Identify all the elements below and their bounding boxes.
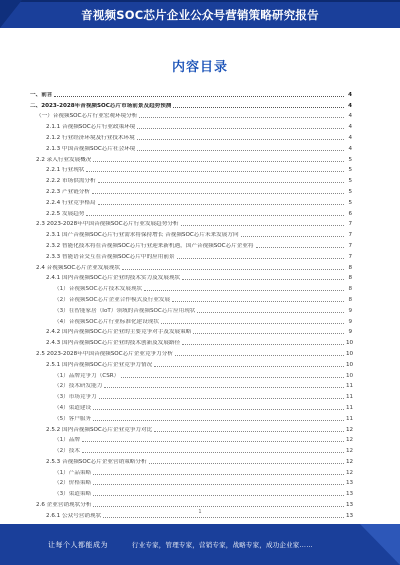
toc-entry-page: 8: [348, 264, 352, 271]
toc-entry-page: 12: [346, 437, 354, 444]
toc-leader-dots: [86, 171, 344, 172]
toc-entry[interactable]: [30, 401, 352, 412]
toc-leader-dots: [197, 312, 344, 313]
page-number: 1: [198, 509, 202, 515]
toc-leader-dots: [103, 517, 344, 518]
toc-entry-label: （1）音视频SOC芯片技术发展现状: [54, 286, 143, 293]
toc-leader-dots: [154, 431, 344, 432]
toc-entry[interactable]: [30, 110, 352, 121]
toc-entry[interactable]: [30, 99, 352, 110]
toc-leader-dots: [54, 96, 344, 97]
toc-entry-page: 11: [346, 404, 354, 411]
toc-entry-label: 2.2 录入行业发展概况: [36, 156, 92, 163]
toc-leader-dots: [93, 495, 344, 496]
report-footer: [0, 524, 400, 565]
toc-entry[interactable]: [30, 228, 352, 239]
toc-entry-page: 5: [348, 199, 352, 206]
toc-entry-label: 2.1.1 音视频SOC芯片行业政策环境: [46, 124, 136, 131]
toc-leader-dots: [99, 398, 344, 399]
toc-entry[interactable]: [30, 412, 352, 423]
toc-leader-dots: [177, 258, 344, 259]
toc-entry-label: 2.4.2 国内音视频SOC芯片企业的主要竞争对手及发展策略: [46, 329, 192, 336]
toc-entry-page: 10: [346, 350, 354, 357]
toc-leader-dots: [93, 420, 344, 421]
toc-entry-page: 5: [348, 178, 352, 185]
toc-entry-label: （3）在智能家居（IoT）领域的音视频SOC芯片应用现状: [54, 307, 196, 314]
toc-entry-label: 2.4.1 国内音视频SOC芯片企业的技术实力及发展现状: [46, 275, 181, 282]
toc-leader-dots: [93, 484, 344, 485]
toc-entry-label: （3）市场竞争力: [54, 394, 97, 401]
toc-entry-label: 2.1.2 行业经济环境及行业技术环境: [46, 134, 135, 141]
toc-entry-page: 4: [348, 134, 352, 141]
toc-entry[interactable]: [30, 218, 352, 229]
toc-entry-page: 7: [348, 232, 352, 239]
toc-entry[interactable]: [30, 88, 352, 99]
toc-entry-label: 2.2.2 市场供需分析: [46, 178, 96, 185]
toc-entry-label: （一）音视频SOC芯片行业宏观环境分析: [36, 113, 138, 120]
footer-decoration: [360, 524, 400, 565]
toc-entry-page: 6: [348, 210, 352, 217]
toc-entry-page: 7: [348, 221, 352, 228]
toc-entry-page: 11: [346, 383, 354, 390]
toc-entry[interactable]: [30, 498, 352, 509]
toc-leader-dots: [149, 463, 344, 464]
toc-leader-dots: [193, 333, 344, 334]
toc-leader-dots: [161, 323, 344, 324]
toc-entry-label: （1）产品策略: [54, 469, 92, 476]
toc-entry-label: （1）品牌竞争力（CSR）: [54, 372, 120, 379]
toc-entry-label: 2.1.3 中国音视频SOC芯片社会环境: [46, 145, 136, 152]
toc-entry[interactable]: [30, 315, 352, 326]
toc-entry-page: 13: [346, 491, 354, 498]
toc-entry-page: 5: [348, 156, 352, 163]
toc-entry[interactable]: [30, 390, 352, 401]
footer-slogan-sub: 行业专家，管理专家，营销专家，战略专家，成功企业家……: [132, 541, 313, 549]
header-top-strip: [0, 0, 400, 2]
toc-entry-page: 13: [346, 480, 354, 487]
toc-entry[interactable]: [30, 444, 352, 455]
toc-heading: 内容目录: [171, 60, 228, 75]
toc-leader-dots: [139, 117, 344, 118]
toc-entry-page: 4: [348, 124, 352, 131]
toc-leader-dots: [93, 506, 344, 507]
toc-entry-label: 2.2.1 行业现状: [46, 167, 85, 174]
toc-entry-label: 2.5.1 国内音视频SOC芯片企业竞争力情况: [46, 361, 153, 368]
toc-leader-dots: [173, 107, 344, 108]
toc-leader-dots: [182, 344, 344, 345]
toc-leader-dots: [82, 441, 344, 442]
toc-entry-page: 7: [348, 253, 352, 260]
toc-entry[interactable]: [30, 261, 352, 272]
toc-entry-page: 8: [348, 286, 352, 293]
toc-entry-page: 4: [348, 102, 352, 109]
toc-entry-page: 8: [348, 296, 352, 303]
toc-leader-dots: [137, 128, 344, 129]
toc-entry-page: 8: [348, 275, 352, 282]
toc-entry-label: 2.3.1 国产音视频SOC芯片行业需求将保持增长 音视频SOC芯片未来发展方向: [46, 232, 239, 239]
toc-entry-page: 4: [348, 145, 352, 152]
toc-entry-label: 2.6 企业营销现状分析: [36, 502, 92, 509]
toc-entry-page: 9: [348, 307, 352, 314]
toc-leader-dots: [98, 204, 344, 205]
toc-entry-page: 12: [346, 469, 354, 476]
toc-leader-dots: [182, 279, 344, 280]
toc-entry-page: 4: [348, 91, 352, 98]
report-header: [0, 0, 400, 28]
toc-leader-dots: [172, 301, 344, 302]
toc-entry-page: 12: [346, 458, 354, 465]
toc-entry-page: 11: [346, 394, 354, 401]
toc-entry-label: （2）技术: [54, 448, 80, 455]
toc-entry-page: 10: [346, 372, 354, 379]
toc-entry[interactable]: [30, 358, 352, 369]
toc-leader-dots: [93, 161, 344, 162]
toc-leader-dots: [256, 247, 344, 248]
toc-entry[interactable]: [30, 142, 352, 153]
toc-entry-page: 11: [346, 415, 354, 422]
toc-entry-label: （4）渠道建设: [54, 404, 92, 411]
toc-entry[interactable]: [30, 466, 352, 477]
toc-entry-label: 2.6.1 公众号营销现状: [46, 512, 102, 519]
report-title: 音视频SOC芯片企业公众号营销策略研究报告: [81, 8, 319, 22]
toc-entry-label: 2.5 2023-2028年中国音视频SOC芯片企业竞争力分析: [36, 350, 173, 357]
toc-entry[interactable]: [30, 250, 352, 261]
toc-entry[interactable]: [30, 239, 352, 250]
toc-entry-label: （5）客户服务: [54, 415, 92, 422]
toc-entry[interactable]: [30, 282, 352, 293]
toc-entry-page: 5: [348, 188, 352, 195]
toc-leader-dots: [122, 269, 344, 270]
toc-entry-page: 4: [348, 113, 352, 120]
toc-entry[interactable]: [30, 423, 352, 434]
table-of-contents: [30, 88, 352, 520]
toc-entry[interactable]: [30, 304, 352, 315]
toc-entry-label: （3）渠道策略: [54, 491, 92, 498]
toc-leader-dots: [93, 474, 344, 475]
toc-entry-page: 13: [346, 502, 354, 509]
toc-leader-dots: [181, 225, 344, 226]
toc-entry[interactable]: [30, 380, 352, 391]
toc-entry[interactable]: [30, 347, 352, 358]
toc-entry-page: 9: [348, 318, 352, 325]
toc-entry-label: 二、2023-2028年音视频SOC芯片市场前景及趋势预测: [30, 102, 172, 109]
toc-entry-label: （4）音视频SOC芯片行业标准化建设现状: [54, 318, 159, 325]
toc-leader-dots: [241, 236, 344, 237]
toc-entry-page: 13: [346, 512, 354, 519]
toc-entry[interactable]: [30, 487, 352, 498]
toc-entry-label: （2）技术研发能力: [54, 383, 103, 390]
toc-entry-label: 2.3.2 智能化技术将在音视频SOC芯片行业迎来新机遇，国产音视频SOC芯片企业将: [46, 242, 254, 249]
toc-entry[interactable]: [30, 293, 352, 304]
toc-entry[interactable]: [30, 272, 352, 283]
toc-entry[interactable]: [30, 164, 352, 175]
toc-entry[interactable]: [30, 369, 352, 380]
toc-entry[interactable]: [30, 153, 352, 164]
toc-entry-page: 12: [346, 426, 354, 433]
toc-entry[interactable]: [30, 434, 352, 445]
toc-leader-dots: [86, 215, 344, 216]
toc-entry[interactable]: [30, 131, 352, 142]
toc-leader-dots: [98, 182, 344, 183]
toc-entry[interactable]: [30, 185, 352, 196]
toc-entry-page: 10: [346, 361, 354, 368]
toc-entry-page: 9: [348, 329, 352, 336]
toc-entry-label: 2.4.3 国内音视频SOC芯片企业的技术创新及发展路径: [46, 340, 181, 347]
toc-entry-label: 2.3.3 智能语音交互在音视频SOC芯片中的应用前景: [46, 253, 175, 260]
toc-leader-dots: [93, 409, 344, 410]
toc-entry-label: 一、前言: [30, 91, 53, 98]
toc-entry[interactable]: [30, 174, 352, 185]
toc-entry-page: 7: [348, 242, 352, 249]
toc-entry[interactable]: [30, 336, 352, 347]
toc-leader-dots: [82, 452, 344, 453]
toc-leader-dots: [154, 366, 344, 367]
toc-entry-label: （1）品牌: [54, 437, 80, 444]
toc-entry[interactable]: [30, 477, 352, 488]
toc-entry-label: 2.2.5 发展趋势: [46, 210, 85, 217]
toc-leader-dots: [121, 377, 344, 378]
toc-entry[interactable]: [30, 120, 352, 131]
toc-entry-label: 2.2.3 产业链分析: [46, 188, 90, 195]
toc-entry-label: 2.2.4 行业竞争格局: [46, 199, 96, 206]
toc-entry-label: （2）音视频SOC芯片企业合作模式及行业发展: [54, 296, 171, 303]
toc-entry-label: （2）价格策略: [54, 480, 92, 487]
toc-entry-page: 10: [346, 340, 354, 347]
toc-entry[interactable]: [30, 196, 352, 207]
toc-leader-dots: [144, 290, 344, 291]
toc-entry-page: 5: [348, 167, 352, 174]
toc-entry[interactable]: [30, 455, 352, 466]
toc-entry-label: 2.5.2 国内音视频SOC芯片企业竞争力对比: [46, 426, 153, 433]
toc-leader-dots: [137, 139, 344, 140]
toc-entry-label: 2.5.3 音视频SOC芯片企业营销策略分析: [46, 458, 147, 465]
toc-entry[interactable]: [30, 207, 352, 218]
toc-leader-dots: [104, 387, 344, 388]
toc-leader-dots: [137, 150, 344, 151]
toc-entry-label: 2.4 音视频SOC芯片企业发展现状: [36, 264, 121, 271]
toc-entry-page: 12: [346, 448, 354, 455]
toc-entry-label: 2.3 2023-2028年中国音视频SOC芯片行业发展趋势分析: [36, 221, 179, 228]
toc-leader-dots: [175, 355, 344, 356]
toc-entry[interactable]: [30, 326, 352, 337]
footer-slogan-main: 让每个人都能成为: [48, 541, 108, 549]
toc-leader-dots: [92, 193, 344, 194]
